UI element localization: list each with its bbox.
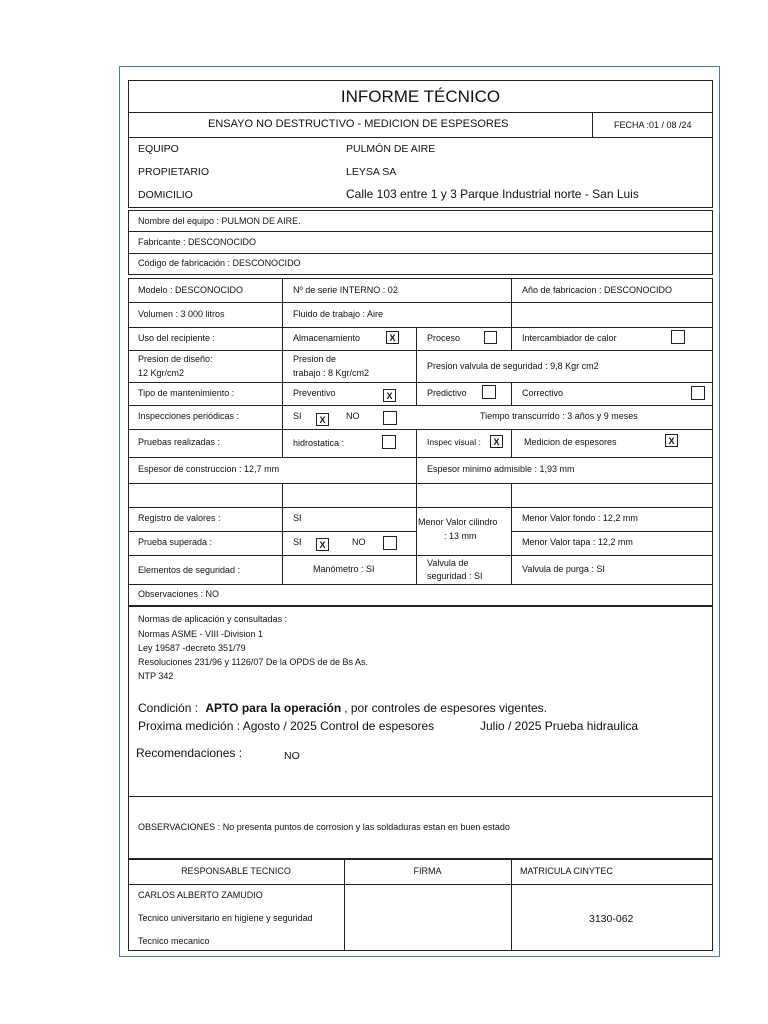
medicion-espesores-label: Medicion de espesores <box>524 437 617 447</box>
correctivo-label: Correctivo <box>522 388 564 398</box>
preventivo-checkbox[interactable]: X <box>383 389 396 402</box>
matricula-label: MATRICULA CINYTEC <box>520 866 613 876</box>
presion-trabajo-line1: Presion de <box>293 354 337 364</box>
responsable-nombre: CARLOS ALBERTO ZAMUDIO <box>138 890 263 900</box>
predictivo-checkbox-visible[interactable] <box>482 385 496 399</box>
registro-value: SI <box>293 513 302 523</box>
preventivo-label: Preventivo <box>293 388 336 398</box>
pruebas-label: Pruebas realizadas : <box>138 437 221 447</box>
report-title: INFORME TÉCNICO <box>340 87 501 106</box>
menor-cilindro-line1: Menor Valor cilindro <box>418 517 498 527</box>
espesor-construccion: Espesor de construccion : 12,7 mm <box>138 464 280 474</box>
prueba-si-label: SI <box>293 537 302 547</box>
normas-line4: Resoluciones 231/96 y 1126/07 De la OPDS de de Bs As. <box>138 657 368 667</box>
menor-fondo: Menor Valor fondo : 12,2 mm <box>522 513 638 523</box>
responsable-titulo1: Tecnico universitario en higiene y seguridad <box>138 913 313 923</box>
presion-diseno-line2: 12 Kgr/cm2 <box>138 368 185 378</box>
proceso-checkbox[interactable] <box>484 331 497 344</box>
presion-trabajo-line2: trabajo : 8 Kgr/cm2 <box>293 368 370 378</box>
almacenamiento-checkbox[interactable]: X <box>386 331 399 344</box>
menor-tapa: Menor Valor tapa : 12,2 mm <box>522 537 633 547</box>
tiempo-transcurrido: Tiempo transcurrido : 3 años y 9 meses <box>480 411 638 421</box>
equipo-label: EQUIPO <box>138 143 179 155</box>
uso-label: Uso del recipiente : <box>138 333 216 343</box>
propietario-value: LEYSA SA <box>346 166 397 178</box>
proceso-label: Proceso <box>427 333 461 343</box>
propietario-label: PROPIETARIO <box>138 166 209 178</box>
intercambiador-label: Intercambiador de calor <box>522 333 617 343</box>
numero-serie: Nº de serie INTERNO : 02 <box>293 285 398 295</box>
hidrostatica-checkbox[interactable] <box>382 435 396 449</box>
modelo: Modelo : DESCONOCIDO <box>138 285 244 295</box>
valvula-seguridad-line2: seguridad : SI <box>427 571 483 581</box>
inspecciones-si-checkbox[interactable]: X <box>316 413 329 426</box>
presion-diseno-line1: Presion de diseño: <box>138 354 213 364</box>
normas-line1: Normas de aplicación y consultadas : <box>138 614 288 624</box>
condicion-value: APTO para la operación <box>205 701 342 715</box>
inspec-visual-label: Inspec visual : <box>427 437 481 447</box>
inspecciones-no-checkbox[interactable] <box>383 411 397 425</box>
responsable-titulo2: Tecnico mecanico <box>138 936 210 946</box>
elementos-label: Elementos de seguridad : <box>138 565 241 575</box>
inspecciones-si-label: SI <box>293 411 302 421</box>
volumen: Volumen : 3 000 litros <box>138 309 225 319</box>
normas-line2: Normas ASME - VIII -Division 1 <box>138 629 264 639</box>
fabricante: Fabricante : DESCONOCIDO <box>138 237 257 247</box>
inspec-visual-checkbox[interactable]: X <box>490 435 503 448</box>
inspecciones-label: Inspecciones periódicas : <box>138 411 240 421</box>
equipo-value: PULMÓN DE AIRE <box>346 143 436 155</box>
condicion-label: Condición : <box>138 701 199 715</box>
condicion-line <box>138 702 547 716</box>
tipo-mantenimiento-label: Tipo de mantenimiento : <box>138 388 235 398</box>
codigo-fabricacion: Código de fabricación : DESCONOCIDO <box>138 258 301 268</box>
predictivo-label: Predictivo <box>427 388 467 398</box>
anio-fabricacion: Año de fabricacion : DESCONOCIDO <box>522 285 673 295</box>
condicion-rest: , por controles de espesores vigentes. <box>344 701 547 715</box>
domicilio-label: DOMICILIO <box>138 189 193 201</box>
correctivo-checkbox[interactable] <box>691 386 705 400</box>
normas-line3: Ley 19587 -decreto 351/79 <box>138 643 246 653</box>
presion-valvula: Presion valvula de seguridad : 9,8 Kgr cm2 <box>427 361 599 371</box>
prueba-superada-label: Prueba superada : <box>138 537 213 547</box>
espesor-minimo: Espesor minimo admisible : 1,93 mm <box>427 464 575 474</box>
hidrostatica-label: hidrostatica : <box>293 438 345 448</box>
julio-prueba: Julio / 2025 Prueba hidraulica <box>480 719 639 733</box>
firma-label: FIRMA <box>413 866 442 876</box>
prueba-no-checkbox[interactable] <box>383 536 397 550</box>
observaciones-final: OBSERVACIONES : No presenta puntos de corrosion y las soldaduras estan en buen estado <box>138 822 510 832</box>
responsable-label: RESPONSABLE TECNICO <box>181 866 291 876</box>
inspecciones-no-label: NO <box>346 411 360 421</box>
report-date: FECHA :01 / 08 /24 <box>614 120 692 130</box>
domicilio-value: Calle 103 entre 1 y 3 Parque Industrial norte - San Luis <box>346 187 639 201</box>
recomendaciones-label: Recomendaciones : <box>136 746 243 760</box>
menor-cilindro-line2: : 13 mm <box>444 531 477 541</box>
matricula-value: 3130-062 <box>589 913 634 925</box>
recomendaciones-value: NO <box>284 750 300 762</box>
report-subtitle: ENSAYO NO DESTRUCTIVO - MEDICION DE ESPESORES <box>208 118 509 130</box>
registro-label: Registro de valores : <box>138 513 221 523</box>
intercambiador-checkbox[interactable] <box>671 330 685 344</box>
observaciones: Observaciones : NO <box>138 589 220 599</box>
nombre-equipo: Nombre del equipo : PULMON DE AIRE. <box>138 216 301 226</box>
valvula-purga: Valvula de purga : SI <box>522 564 605 574</box>
medicion-espesores-checkbox[interactable]: X <box>665 434 678 447</box>
almacenamiento-label: Almacenamiento <box>293 333 361 343</box>
prueba-si-checkbox[interactable]: X <box>316 538 329 551</box>
manometro: Manómetro : SI <box>313 564 375 574</box>
proxima-medicion: Proxima medición : Agosto / 2025 Control de espesores <box>138 719 435 733</box>
valvula-seguridad-line1: Valvula de <box>427 558 469 568</box>
fluido-trabajo: Fluido de trabajo : Aire <box>293 309 384 319</box>
prueba-no-label: NO <box>352 537 366 547</box>
normas-line5: NTP 342 <box>138 671 174 681</box>
